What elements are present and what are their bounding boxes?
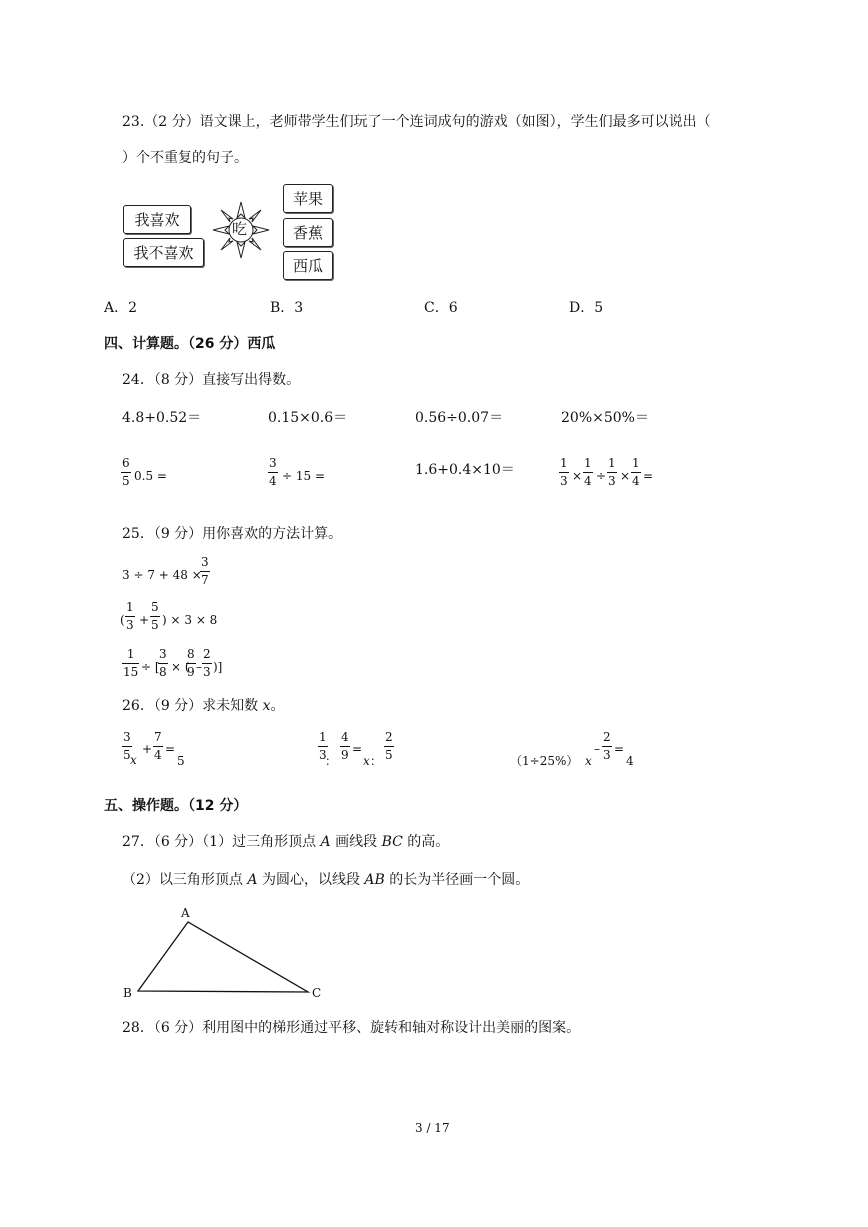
q26-e3-minus: – xyxy=(594,742,600,756)
q25-e3-mid: ÷ [ xyxy=(141,660,160,674)
q24-item8-op3: × xyxy=(620,469,631,483)
q26-e1-eq: = xyxy=(165,742,176,756)
q24-item5-tail: 0.5 = xyxy=(134,469,167,483)
q26-title: 26．（9 分）求未知数 x。 xyxy=(122,698,285,714)
q26-e3-eq: = xyxy=(614,742,625,756)
q25-e3-close: )] xyxy=(213,660,223,674)
option-a: A．2 xyxy=(104,300,138,316)
option-d: D．5 xyxy=(569,300,604,316)
q25-e3-f1: 1 15 xyxy=(123,647,139,679)
q27-line1: 27．（6 分）（1）过三角形顶点 A 画线段 BC 的高。 xyxy=(122,834,450,850)
q26-e2-f1: 1 3 xyxy=(319,730,327,762)
q26-e1-plus: + xyxy=(142,742,153,756)
q26-e1-x: x xyxy=(130,753,137,767)
q24-item6-fraction: 3 4 xyxy=(269,456,277,488)
q26-e3-result: 4 xyxy=(626,754,634,768)
q26-e2-colon: ： xyxy=(325,754,338,768)
q24-item3: 0.56÷0.07＝ xyxy=(415,410,504,426)
q24-item8-eq: = xyxy=(643,469,654,483)
q26-e2-f3: 2 5 xyxy=(385,730,393,762)
q26-e3-pre: （1÷25%） xyxy=(510,754,579,768)
q26-e1-result: 5 xyxy=(177,754,185,768)
q24-title: 24．（8 分）直接写出得数。 xyxy=(122,372,301,388)
center-word-eat: 吃 xyxy=(232,220,248,238)
q25-e3-f2: 3 8 xyxy=(159,647,167,679)
triangle-abc-diagram xyxy=(120,900,340,1005)
q25-e2-tail: ) × 3 × 8 xyxy=(162,613,218,627)
q25-e2-plus: + xyxy=(139,613,150,627)
q24-item8-op1: × xyxy=(572,469,583,483)
section4-title: 四、计算题。（26 分）西瓜 xyxy=(104,336,276,352)
q25-e3-f3: 8 9 xyxy=(187,647,195,679)
q24-item2: 0.15×0.6＝ xyxy=(268,410,348,426)
q25-e1-pre: 3 ÷ 7 + 48 × xyxy=(122,568,202,582)
q26-e3-x: x xyxy=(585,754,592,768)
q24-item8-f2: 1 4 xyxy=(584,456,592,488)
q25-e2-f2: 5 5 xyxy=(151,600,159,632)
word-box-like: 我喜欢 xyxy=(123,205,191,234)
vertex-c-label: C xyxy=(312,986,322,1000)
q23-line2: ）个不重复的句子。 xyxy=(122,150,248,166)
q25-e2-open: ( xyxy=(120,613,125,627)
option-b: B．3 xyxy=(270,300,304,316)
q26-e2-f2: 4 9 xyxy=(341,730,349,762)
q26-e1-f2: 7 4 xyxy=(154,730,162,762)
vertex-b-label: B xyxy=(123,986,132,1000)
q24-item8-f4: 1 4 xyxy=(632,456,640,488)
q24-item4: 20%×50%＝ xyxy=(561,410,649,426)
q24-item8-f1: 1 3 xyxy=(560,456,568,488)
q25-e3-minus: – xyxy=(196,660,202,674)
q24-item5-fraction: 6 5 xyxy=(122,456,130,488)
q26-e2-eq: = xyxy=(352,742,363,756)
q24-item8-f3: 1 3 xyxy=(608,456,616,488)
q24-item7: 1.6+0.4×10＝ xyxy=(415,462,515,478)
q25-e1-fraction: 3 7 xyxy=(201,555,209,587)
q26-e1-f1: 3 5 xyxy=(123,730,131,762)
q24-item1: 4.8+0.52＝ xyxy=(122,410,202,426)
q26-e3-fraction: 2 3 xyxy=(603,730,611,762)
word-box-apple: 苹果 xyxy=(283,184,333,213)
q25-e3-mid2: × ( xyxy=(171,660,190,674)
word-box-dislike: 我不喜欢 xyxy=(123,238,204,267)
q28-text: 28．（6 分）利用图中的梯形通过平移、旋转和轴对称设计出美丽的图案。 xyxy=(122,1020,581,1036)
q26-e2-x: x xyxy=(363,754,370,768)
q24-item8-op2: ÷ xyxy=(596,469,607,483)
q25-title: 25．（9 分）用你喜欢的方法计算。 xyxy=(122,526,343,542)
q23-line1: 23.（2 分）语文课上，老师带学生们玩了一个连词成句的游戏（如图），学生们最多可以说出（ xyxy=(122,114,711,130)
q25-e3-f4: 2 3 xyxy=(203,647,211,679)
q26-e2-colon2: ： xyxy=(370,754,383,768)
q24-item6-tail: ÷ 15 = xyxy=(282,469,326,483)
q25-e2-f1: 1 3 xyxy=(126,600,134,632)
option-c: C．6 xyxy=(424,300,458,316)
word-box-banana: 香蕉 xyxy=(283,218,333,247)
page-number: 3 / 17 xyxy=(415,1121,450,1135)
section5-title: 五、操作题。（12 分） xyxy=(104,798,248,814)
q27-line2: （2）以三角形顶点 A 为圆心，以线段 AB 的长为半径画一个圆。 xyxy=(122,872,530,888)
word-box-watermelon: 西瓜 xyxy=(283,251,333,280)
vertex-a-label: A xyxy=(181,906,190,920)
